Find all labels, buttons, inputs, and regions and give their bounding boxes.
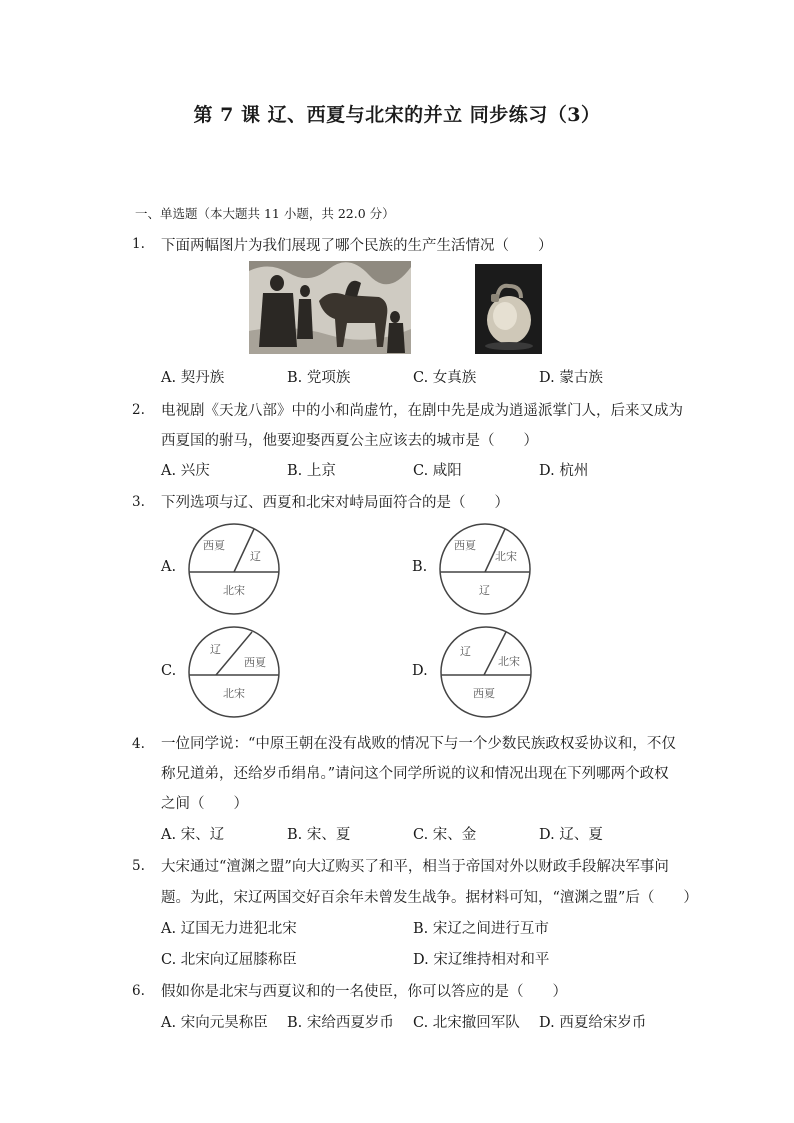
q4-option-d[interactable]: D. 辽、夏 — [539, 827, 603, 843]
question-5-number: 5. — [132, 858, 145, 874]
q2-option-d[interactable]: D. 杭州 — [539, 463, 589, 479]
pie-d-top-left-label: 辽 — [460, 645, 471, 658]
leather-flask-photo — [475, 264, 542, 354]
question-2-text-line-2: 西夏国的驸马，他要迎娶西夏公主应该去的城市是（ ） — [161, 433, 538, 449]
q5-option-b[interactable]: B. 宋辽之间进行互市 — [413, 921, 549, 937]
q2-option-a[interactable]: A. 兴庆 — [161, 463, 210, 479]
q3-option-a-diagram[interactable] — [186, 522, 282, 616]
q2-option-c[interactable]: C. 咸阳 — [413, 463, 462, 479]
pie-b-bottom-label: 辽 — [479, 584, 490, 597]
q5-option-d[interactable]: D. 宋辽维持相对和平 — [413, 952, 550, 968]
pie-c-top-left-label: 辽 — [210, 643, 221, 656]
question-3-number: 3. — [132, 494, 145, 510]
section-heading: 一、单选题（本大题共 11 小题，共 22.0 分） — [135, 206, 395, 221]
q1-option-a[interactable]: A. 契丹族 — [161, 370, 225, 386]
q3-option-d-diagram[interactable] — [438, 625, 534, 719]
pie-d-bottom-label: 西夏 — [473, 687, 495, 700]
pie-a-bottom-label: 北宋 — [223, 584, 245, 597]
question-1-text: 下面两幅图片为我们展现了哪个民族的生产生活情况（ ） — [161, 238, 553, 254]
page-title: 第 7 课 辽、西夏与北宋的并立 同步练习（3） — [193, 104, 601, 126]
question-4-number: 4. — [132, 736, 145, 752]
question-2-text-line-1: 电视剧《天龙八部》中的小和尚虚竹，在剧中先是成为逍遥派掌门人，后来又成为 — [161, 403, 683, 419]
q4-option-a[interactable]: A. 宋、辽 — [161, 827, 225, 843]
q2-option-b[interactable]: B. 上京 — [287, 463, 336, 479]
pie-c-top-right-label: 西夏 — [244, 656, 266, 669]
q1-option-c[interactable]: C. 女真族 — [413, 370, 477, 386]
question-2-number: 2. — [132, 402, 145, 418]
pie-c-bottom-label: 北宋 — [223, 687, 245, 700]
question-1-number: 1. — [132, 236, 145, 252]
question-5-text-line-1: 大宋通过“澶渊之盟”向大辽购买了和平，相当于帝国对外以财政手段解决军事问 — [161, 859, 669, 875]
q6-option-d[interactable]: D. 西夏给宋岁币 — [539, 1015, 647, 1031]
pie-a-top-right-label: 辽 — [250, 550, 261, 563]
question-3-text: 下列选项与辽、西夏和北宋对峙局面符合的是（ ） — [161, 495, 509, 511]
q3-option-a-letter[interactable]: A. — [161, 559, 177, 575]
question-4-text-line-2: 称兄道弟，还给岁币绢帛。”请问这个同学所说的议和情况出现在下列哪两个政权 — [161, 766, 669, 782]
pie-a-top-left-label: 西夏 — [203, 539, 225, 552]
question-6-text: 假如你是北宋与西夏议和的一名使臣，你可以答应的是（ ） — [161, 984, 567, 1000]
q5-option-a[interactable]: A. 辽国无力进犯北宋 — [161, 921, 297, 937]
q3-option-d-letter[interactable]: D. — [412, 663, 428, 679]
q5-option-c[interactable]: C. 北宋向辽屈膝称臣 — [161, 952, 297, 968]
q3-option-b-letter[interactable]: B. — [412, 559, 428, 575]
question-4-text-line-3: 之间（ ） — [161, 796, 248, 812]
question-4-text-line-1: 一位同学说：“中原王朝在没有战败的情况下与一个少数民族政权妥协议和，不仅 — [161, 736, 676, 752]
q3-option-c-letter[interactable]: C. — [161, 663, 177, 679]
q4-option-b[interactable]: B. 宋、夏 — [287, 827, 351, 843]
pie-d-top-right-label: 北宋 — [498, 655, 520, 668]
q6-option-b[interactable]: B. 宋给西夏岁币 — [287, 1015, 394, 1031]
pie-b-top-right-label: 北宋 — [495, 550, 517, 563]
pie-b-top-left-label: 西夏 — [454, 539, 476, 552]
q1-option-d[interactable]: D. 蒙古族 — [539, 370, 603, 386]
question-5-text-line-2: 题。为此，宋辽两国交好百余年未曾发生战争。据材料可知，“澶渊之盟”后（ ） — [161, 890, 698, 906]
q6-option-a[interactable]: A. 宋向元昊称臣 — [161, 1015, 268, 1031]
q3-option-c-diagram[interactable] — [186, 625, 282, 719]
q1-option-b[interactable]: B. 党项族 — [287, 370, 351, 386]
q4-option-c[interactable]: C. 宋、金 — [413, 827, 477, 843]
q3-option-b-diagram[interactable] — [437, 522, 533, 616]
khitan-hunting-painting — [249, 261, 411, 354]
question-6-number: 6. — [132, 983, 145, 999]
q6-option-c[interactable]: C. 北宋撤回军队 — [413, 1015, 520, 1031]
